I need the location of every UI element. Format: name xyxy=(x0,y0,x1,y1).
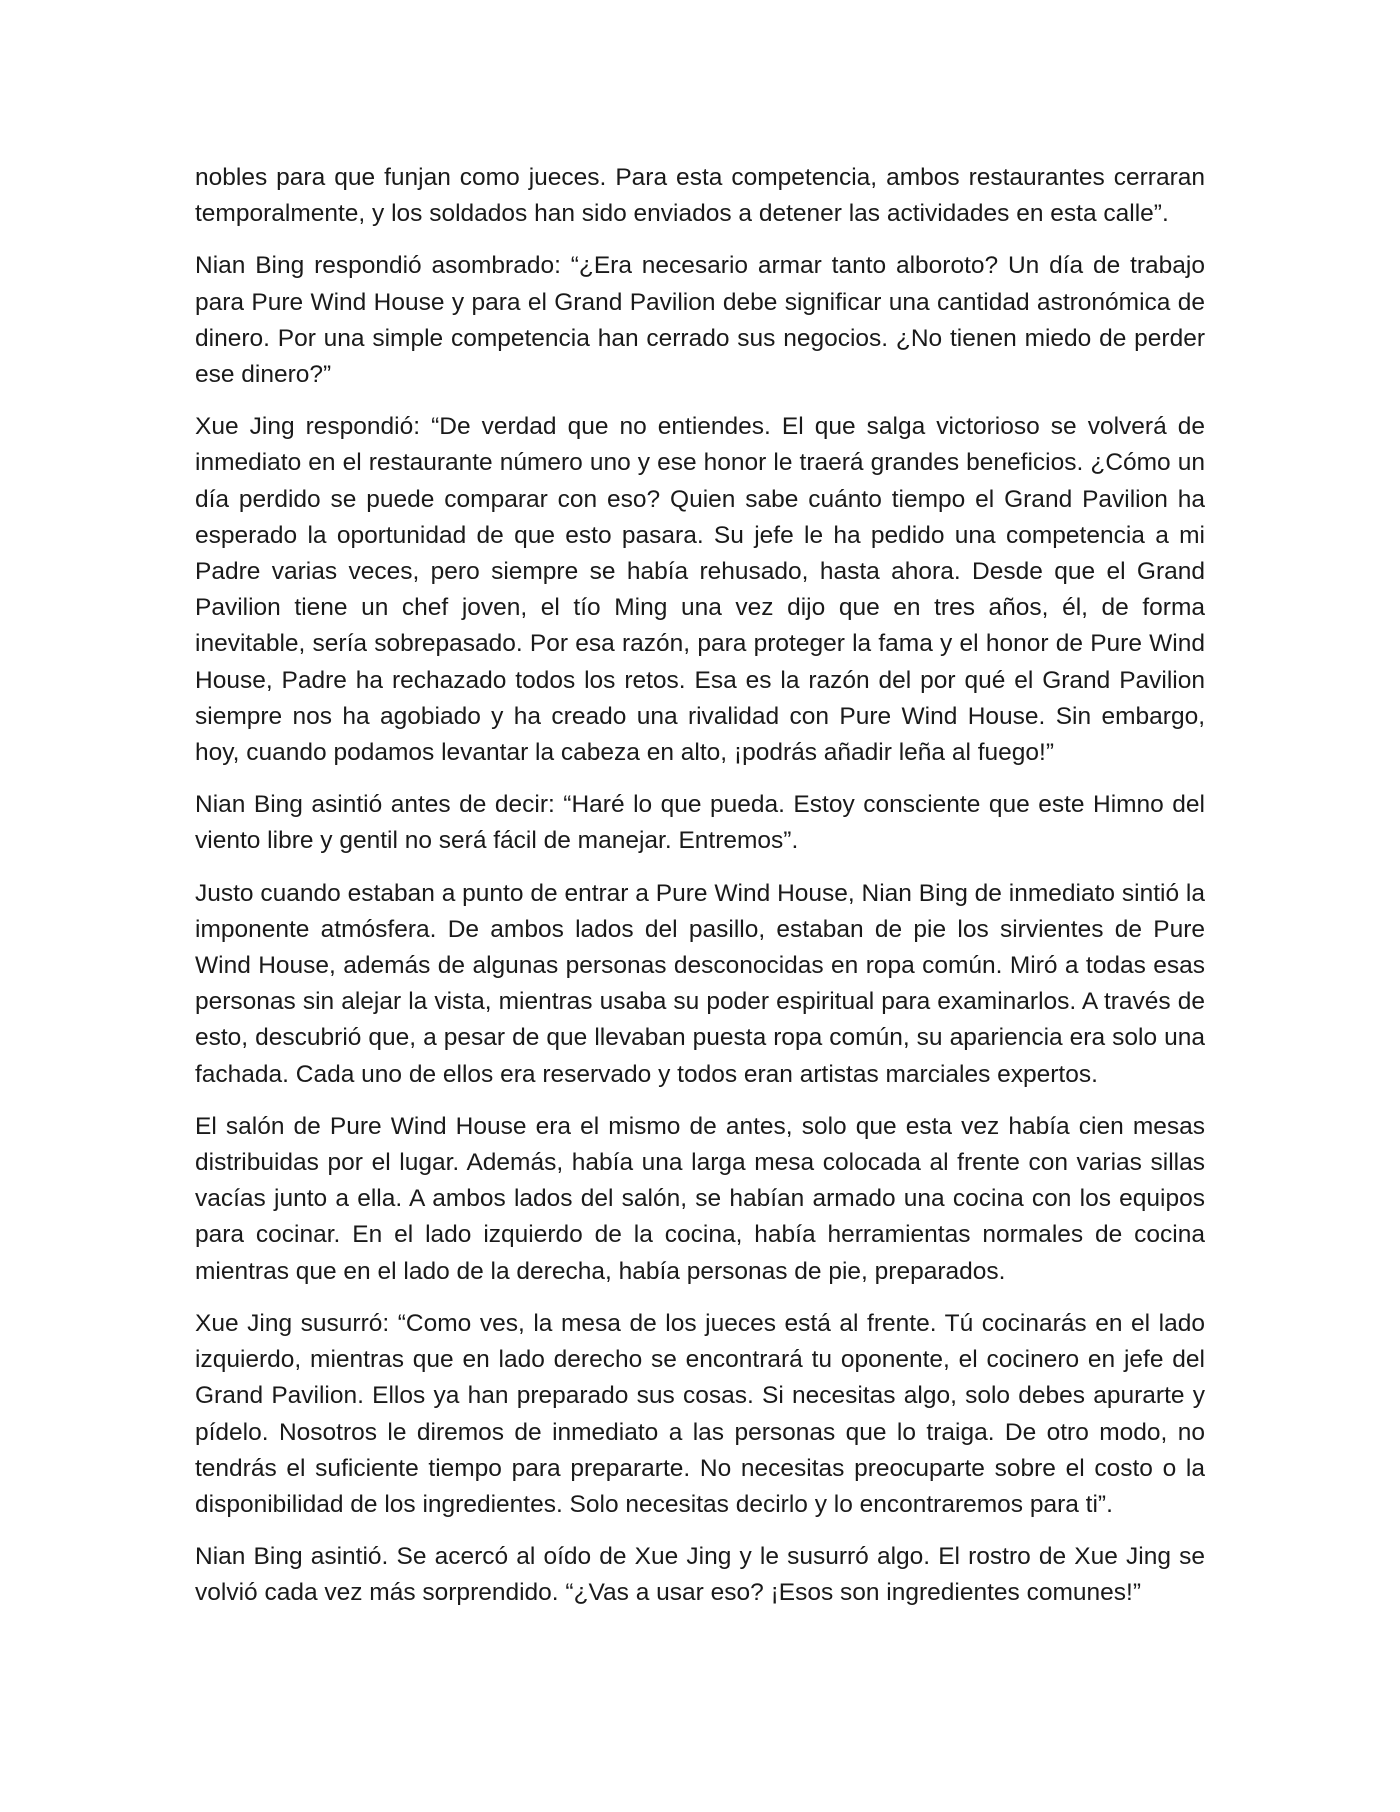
paragraph: Xue Jing respondió: “De verdad que no entiendes. El que salga victorioso se volverá de inmediato en el restaurante número uno y ese honor le traerá grandes beneficios. ¿Cómo un día perdido se puede comparar con eso? Quien sabe cuánto tiempo el Grand Pavilion ha esperado la oportunidad de que esto pasara. Su jefe le ha pedido una competencia a mi Padre varias veces, pero siempre se había rehusado, hasta ahora. Desde que el Grand Pavilion tiene un chef joven, el tío Ming una vez dijo que en tres años, él, de forma inevitable, sería sobrepasado. Por esa razón, para proteger la fama y el honor de Pure Wind House, Padre ha rechazado todos los retos. Esa es la razón del por qué el Grand Pavilion siempre nos ha agobiado y ha creado una rivalidad con Pure Wind House. Sin embargo, hoy, cuando podamos levantar la cabeza en alto, ¡podrás añadir leña al fuego!” xyxy=(195,413,1205,767)
paragraph: Nian Bing asintió. Se acercó al oído de Xue Jing y le susurró algo. El rostro de Xue Jing se volvió cada vez más sorprendido. “¿Vas a usar eso? ¡Esos son ingredientes comunes!” xyxy=(195,1543,1205,1607)
paragraph: Xue Jing susurró: “Como ves, la mesa de los jueces está al frente. Tú cocinarás en el lado izquierdo, mientras que en lado derecho se encontrará tu oponente, el cocinero en jefe del Grand Pavilion. Ellos ya han preparado sus cosas. Si necesitas algo, solo debes apurarte y pídelo. Nosotros le diremos de inmediato a las personas que lo traiga. De otro modo, no tendrás el suficiente tiempo para prepararte. No necesitas preocuparte sobre el costo o la disponibilidad de los ingredientes. Solo necesitas decirlo y lo encontraremos para ti”. xyxy=(195,1309,1205,1518)
paragraph: El salón de Pure Wind House era el mismo de antes, solo que esta vez había cien mesas distribuidas por el lugar. Además, había una larga mesa colocada al frente con varias sillas vacías junto a ella. A ambos lados del salón, se habían armado una cocina con los equipos para cocinar. En el lado izquierdo de la cocina, había herramientas normales de cocina mientras que en el lado de la derecha, había personas de pie, preparados. xyxy=(195,1112,1205,1285)
document-page xyxy=(195,160,1205,1612)
paragraph: Nian Bing asintió antes de decir: “Haré lo que pueda. Estoy consciente que este Himno del viento libre y gentil no será fácil de manejar. Entremos”. xyxy=(195,791,1205,855)
paragraph: nobles para que funjan como jueces. Para esta competencia, ambos restaurantes cerraran temporalmente, y los soldados han sido enviados a detener las actividades en esta calle”. xyxy=(195,164,1205,228)
paragraph: Justo cuando estaban a punto de entrar a Pure Wind House, Nian Bing de inmediato sintió la imponente atmósfera. De ambos lados del pasillo, estaban de pie los sirvientes de Pure Wind House, además de algunas personas desconocidas en ropa común. Miró a todas esas personas sin alejar la vista, mientras usaba su poder espiritual para examinarlos. A través de esto, descubrió que, a pesar de que llevaban puesta ropa común, su apariencia era solo una fachada. Cada uno de ellos era reservado y todos eran artistas marciales expertos. xyxy=(195,879,1205,1088)
paragraph: Nian Bing respondió asombrado: “¿Era necesario armar tanto alboroto? Un día de trabajo para Pure Wind House y para el Grand Pavilion debe significar una cantidad astronómica de dinero. Por una simple competencia han cerrado sus negocios. ¿No tienen miedo de perder ese dinero?” xyxy=(195,252,1205,389)
